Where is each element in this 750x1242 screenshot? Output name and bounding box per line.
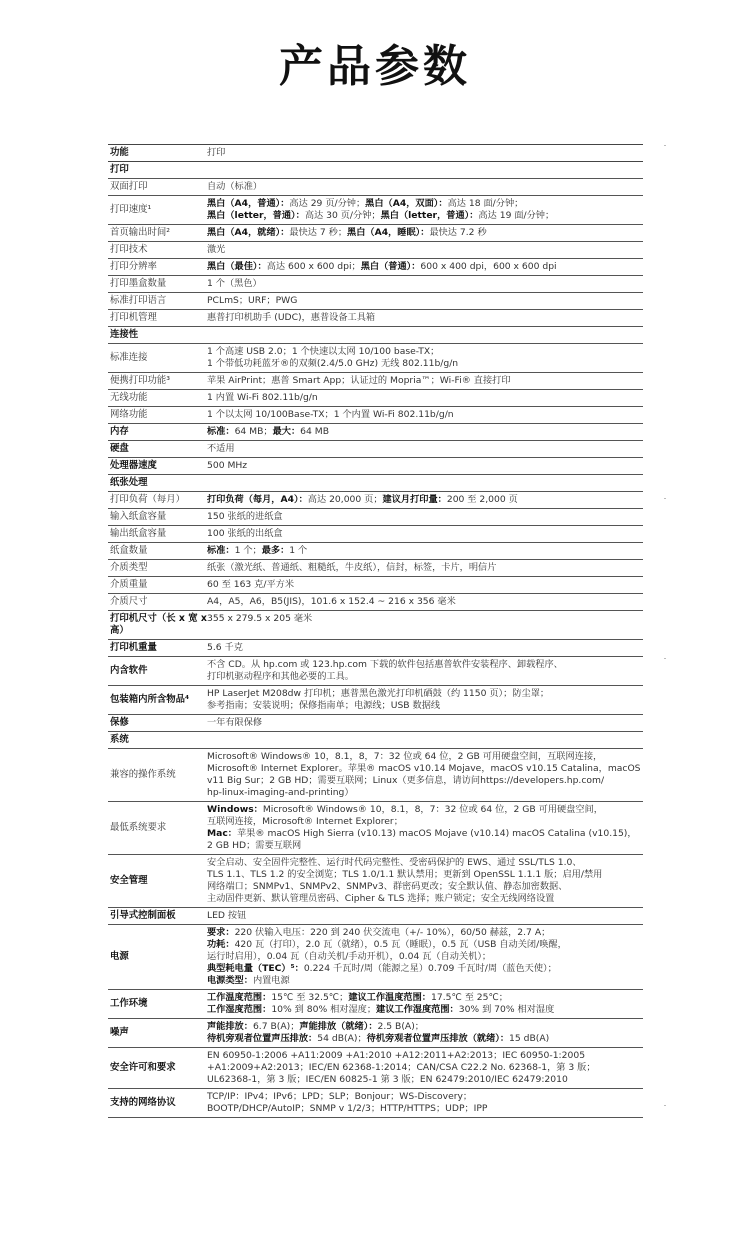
spec-value-line (207, 477, 643, 489)
spec-value-key: 声能排放： (207, 1021, 253, 1032)
spec-value-line (207, 840, 643, 852)
spec-value (207, 441, 643, 457)
spec-value-text: HP LaserJet M208dw 打印机；惠普黑色激光打印机硒鼓（约 1150 页）；防尘罩； (207, 688, 550, 699)
spec-value-text: 苹果 AirPrint；惠普 Smart App；认证过的 Mopria™；Wi-Fi® 直接打印 (207, 375, 511, 386)
spec-value-line (207, 511, 643, 523)
spec-value (207, 162, 643, 178)
spec-value-key: 黑白（letter，普通）： (207, 210, 305, 221)
spec-label: 电源 (110, 951, 129, 962)
spec-value-text: 150 张纸的进纸盒 (207, 511, 283, 522)
spec-value-text: LED 按钮 (207, 910, 247, 921)
spec-value-key: 黑白（A4，就绪）： (207, 227, 290, 238)
spec-value-text: UL62368-1，第 3 版；IEC/EN 60825-1 第 3 版；EN 62479:2010/IEC 62479:2010 (207, 1074, 568, 1085)
spec-value-line (207, 734, 643, 746)
spec-value (207, 990, 643, 1018)
spec-value-text: 2 GB HD；需要互联网 (207, 840, 302, 851)
spec-value-line (207, 951, 643, 963)
spec-value-text: 惠普打印机助手 (UDC)，惠普设备工具箱 (207, 312, 376, 323)
edge-mark (664, 658, 666, 659)
spec-value-text: 5.6 千克 (207, 642, 243, 653)
spec-value-text: 1 个带低功耗蓝牙®的双频(2.4/5.0 GHz) 无线 802.11b/g/n (207, 358, 459, 369)
spec-label: 打印机重量 (110, 642, 157, 653)
spec-value-line (207, 528, 643, 540)
spec-value-line (207, 426, 643, 438)
spec-value (207, 196, 643, 224)
spec-value-text: 内置电源 (252, 975, 290, 986)
spec-value-text: 最快达 7 秒； (289, 227, 348, 238)
spec-row (108, 1048, 643, 1089)
spec-value-line (207, 1091, 643, 1103)
spec-value-line (207, 1062, 643, 1074)
spec-row (108, 1019, 643, 1048)
spec-row (108, 802, 643, 855)
spec-label: 保修 (110, 717, 129, 728)
spec-value (207, 802, 643, 854)
spec-value-line (207, 1033, 643, 1045)
spec-value-line (207, 816, 643, 828)
spec-value-line (207, 346, 643, 358)
spec-value-text: 6.7 B(A)； (252, 1021, 300, 1032)
spec-value-text: 2.5 B(A)； (377, 1021, 424, 1032)
spec-row (108, 344, 643, 373)
spec-label: 安全许可和要求 (110, 1062, 176, 1073)
edge-mark (664, 1105, 666, 1106)
spec-value (207, 925, 643, 989)
spec-value-text: 高达 29 页/分钟； (289, 198, 366, 209)
spec-row (108, 196, 643, 225)
spec-value (207, 390, 643, 406)
spec-value-key: Windows： (207, 804, 263, 815)
spec-row (108, 390, 643, 407)
spec-value-key: 工作温度范围： (207, 992, 272, 1003)
spec-value-key: 建议工作温度范围： (348, 992, 431, 1003)
spec-value-key: 黑白（最佳）： (207, 261, 267, 272)
spec-value-line (207, 579, 643, 591)
spec-value-line (207, 787, 643, 799)
spec-value-text: A4，A5，A6，B5(JIS)，101.6 x 152.4 ~ 216 x 356 毫米 (207, 596, 456, 607)
spec-value-text: 高达 19 面/分钟； (478, 210, 555, 221)
spec-value-line (207, 181, 643, 193)
spec-value-line (207, 443, 643, 455)
spec-value-text: 420 瓦（打印），2.0 瓦（就绪），0.5 瓦（睡眠），0.5 瓦（USB 自动关闭/唤醒， (234, 939, 567, 950)
spec-value (207, 373, 643, 389)
spec-value-text: 网络端口；SNMPv1、SNMPv2、SNMPv3、群密码更改；安全默认值、静态加密数据、 (207, 881, 568, 892)
spec-value-line (207, 244, 643, 256)
spec-label: 纸盒数量 (110, 545, 148, 556)
spec-row (108, 407, 643, 424)
spec-value-line (207, 1074, 643, 1086)
spec-value-line (207, 278, 643, 290)
spec-value-text: 200 至 2,000 页 (446, 494, 518, 505)
spec-label: 纸张处理 (110, 477, 148, 488)
spec-value-line (207, 857, 643, 869)
spec-label: 打印速度¹ (110, 204, 152, 215)
spec-value-text: 安全启动、安全固件完整性、运行时代码完整性、受密码保护的 EWS、通过 SSL/TLS 1.0、 (207, 857, 582, 868)
spec-value-text: 不含 CD。从 hp.com 或 123.hp.com 下载的软件包括惠普软件安装程序、卸载程序、 (207, 659, 563, 670)
spec-label: 输入纸盒容量 (110, 511, 167, 522)
spec-value-key: 典型耗电量（TEC）⁵： (207, 963, 304, 974)
spec-value-line (207, 613, 643, 625)
spec-value-line (207, 375, 643, 387)
spec-value (207, 492, 643, 508)
spec-value-line (207, 893, 643, 905)
spec-value-text: Microsoft® Windows® 10，8.1，8，7：32 位或 64 位，2 GB 可用硬盘空间，互联网连接， (207, 751, 603, 762)
spec-value-line (207, 1103, 643, 1115)
page-title: 产品参数 (279, 41, 471, 92)
spec-value (207, 509, 643, 525)
spec-value-line (207, 261, 643, 273)
spec-value (207, 855, 643, 907)
spec-value-text: 600 x 400 dpi，600 x 600 dpi (420, 261, 557, 272)
spec-value-line (207, 295, 643, 307)
spec-label: 打印分辨率 (110, 261, 157, 272)
spec-value (207, 179, 643, 195)
spec-value-line (207, 198, 643, 210)
spec-value-text: 15 dB(A) (509, 1033, 550, 1044)
spec-value-line (207, 881, 643, 893)
spec-row (108, 310, 643, 327)
spec-value-key: 打印负荷（每月，A4）： (207, 494, 308, 505)
spec-value-line (207, 828, 643, 840)
spec-label: 网络功能 (110, 409, 148, 420)
spec-value-key: 建议月打印量： (382, 494, 447, 505)
spec-value-text: EN 60950-1:2006 +A11:2009 +A1:2010 +A12:2011+A2:2013；IEC 60950-1:2005 (207, 1050, 586, 1061)
spec-value-line (207, 751, 643, 763)
spec-label: 兼容的操作系统 (110, 769, 176, 780)
spec-value-text: 1 个（黑色） (207, 278, 262, 289)
spec-value-line (207, 992, 643, 1004)
spec-value (207, 640, 643, 656)
spec-label: 内存 (110, 426, 129, 437)
spec-value-line (207, 545, 643, 557)
spec-value (207, 1089, 643, 1117)
spec-label: 打印机管理 (110, 312, 157, 323)
spec-label: 介质尺寸 (110, 596, 148, 607)
spec-value-key: 黑白（A4，双面）： (365, 198, 448, 209)
spec-label: 标准连接 (110, 352, 148, 363)
spec-label: 连接性 (110, 329, 139, 340)
spec-value (207, 686, 643, 714)
spec-value-key: 待机旁观者位置声压排放（就绪）： (366, 1033, 510, 1044)
spec-value-text: TCP/IP：IPv4；IPv6；LPD；SLP；Bonjour；WS-Discovery； (207, 1091, 473, 1102)
spec-value-text: 苹果® macOS High Sierra (v10.13) macOS Mojave (v10.14) macOS Catalina (v10.15)， (236, 828, 637, 839)
spec-value-line (207, 1050, 643, 1062)
spec-value-line (207, 717, 643, 729)
spec-value-text: 60 至 163 克/平方米 (207, 579, 295, 590)
spec-value-line (207, 358, 643, 370)
spec-value-text: +A1:2009+A2:2013；IEC/EN 62368-1:2014；CAN/CSA C22.2 No. 62368-1，第 3 版； (207, 1062, 596, 1073)
spec-value-key: 黑白（A4，睡眠）： (347, 227, 430, 238)
spec-value (207, 424, 643, 440)
spec-value-text: 500 MHz (207, 460, 248, 471)
spec-value (207, 560, 643, 576)
spec-value-text: hp-linux-imaging-and-printing） (207, 787, 354, 798)
spec-value-key: 待机旁观者位置声压排放： (207, 1033, 318, 1044)
spec-value (207, 293, 643, 309)
spec-row (108, 492, 643, 509)
spec-value-text: 高达 600 x 600 dpi； (266, 261, 361, 272)
spec-value-key: 黑白（A4，普通）： (207, 198, 290, 209)
spec-value-key: 黑白（普通）： (360, 261, 421, 272)
edge-mark (664, 498, 666, 499)
spec-value-text: 355 x 279.5 x 205 毫米 (207, 613, 313, 624)
spec-value-text: 10% 到 80% 相对湿度； (271, 1004, 377, 1015)
spec-value (207, 259, 643, 275)
spec-value-text: 高达 18 面/分钟； (447, 198, 524, 209)
spec-value-key: 声能排放（就绪）： (299, 1021, 378, 1032)
spec-value (207, 715, 643, 731)
spec-value-line (207, 869, 643, 881)
spec-value-line (207, 700, 643, 712)
spec-value-line (207, 562, 643, 574)
spec-row (108, 242, 643, 259)
spec-row (108, 749, 643, 802)
spec-value (207, 577, 643, 593)
spec-label: 输出纸盒容量 (110, 528, 167, 539)
spec-value-text: 打印机驱动程序和其他必要的工具。 (207, 671, 354, 682)
spec-value (207, 657, 643, 685)
spec-row (108, 145, 643, 162)
spec-value (207, 526, 643, 542)
spec-value-line (207, 409, 643, 421)
spec-value-line (207, 329, 643, 341)
spec-label: 打印墨盒数量 (110, 278, 167, 289)
spec-value-text: 1 个 (289, 545, 308, 556)
spec-value-key: 标准： (207, 545, 235, 556)
spec-row (108, 475, 643, 492)
spec-value (207, 749, 643, 801)
spec-value-key: 功耗： (207, 939, 235, 950)
spec-value-line (207, 963, 643, 975)
spec-label: 硬盘 (110, 443, 129, 454)
spec-row (108, 327, 643, 344)
spec-value (207, 475, 643, 491)
spec-value-key: 标准： (207, 426, 235, 437)
spec-label: 双面打印 (110, 181, 148, 192)
spec-value-text: 自动（标准） (207, 181, 263, 192)
spec-row (108, 225, 643, 242)
spec-value-line (207, 1021, 643, 1033)
spec-label: 处理器速度 (110, 460, 157, 471)
spec-value-text: 互联网连接，Microsoft® Internet Explorer； (207, 816, 403, 827)
spec-value (207, 611, 643, 639)
spec-value-text: Microsoft® Internet Explorer。苹果® macOS v10.14 Mojave，macOS v10.15 Catalina，macOS (207, 763, 641, 774)
spec-label: 噪声 (110, 1027, 129, 1038)
spec-label: 打印机尺寸（长 x 宽 x 高） (110, 613, 207, 636)
spec-label: 安全管理 (110, 875, 148, 886)
spec-value-line (207, 227, 643, 239)
spec-value-line (207, 775, 643, 787)
spec-value-text: 15℃ 至 32.5℃； (271, 992, 349, 1003)
spec-row (108, 732, 643, 749)
spec-label: 最低系统要求 (110, 822, 167, 833)
spec-label: 系统 (110, 734, 129, 745)
spec-row (108, 1089, 643, 1118)
spec-value-text: 不适用 (207, 443, 235, 454)
spec-value-line (207, 659, 643, 671)
spec-value (207, 242, 643, 258)
spec-row (108, 715, 643, 732)
spec-row (108, 179, 643, 196)
spec-label: 打印负荷（每月） (110, 494, 186, 505)
spec-value-text: 主动固件更新、默认管理员密码、Cipher & TLS 选择；账户锁定；安全无线网络设置 (207, 893, 555, 904)
spec-row (108, 458, 643, 475)
spec-row (108, 990, 643, 1019)
spec-value (207, 594, 643, 610)
spec-value-key: 黑白（letter，普通）： (380, 210, 479, 221)
spec-value-key: 要求： (207, 927, 235, 938)
spec-value-text: 220 伏输入电压：220 到 240 伏交流电（+/- 10%），60/50 赫兹，2.7 A； (234, 927, 551, 938)
spec-value-line (207, 596, 643, 608)
spec-value-line (207, 804, 643, 816)
spec-label: 无线功能 (110, 392, 148, 403)
spec-value-text: 高达 30 页/分钟； (304, 210, 381, 221)
spec-value-text: 64 MB (300, 426, 329, 437)
spec-value-line (207, 494, 643, 506)
spec-row (108, 594, 643, 611)
spec-row (108, 577, 643, 594)
spec-row (108, 509, 643, 526)
spec-value-line (207, 460, 643, 472)
spec-value-text: 参考指南；安装说明；保修指南单；电源线；USB 数据线 (207, 700, 441, 711)
spec-value (207, 732, 643, 748)
spec-value-text: 纸张（激光纸、普通纸、粗糙纸，牛皮纸），信封，标签，卡片，明信片 (207, 562, 497, 573)
spec-value-line (207, 164, 643, 176)
spec-label: 打印技术 (110, 244, 148, 255)
edge-mark (664, 145, 666, 146)
spec-row (108, 925, 643, 990)
spec-value-line (207, 671, 643, 683)
spec-value-text: 打印 (207, 147, 226, 158)
spec-label: 工作环境 (110, 998, 148, 1009)
spec-row (108, 373, 643, 390)
spec-row (108, 686, 643, 715)
spec-value-text: 激光 (207, 244, 226, 255)
spec-value (207, 407, 643, 423)
spec-label: 介质类型 (110, 562, 148, 573)
spec-value-line (207, 1004, 643, 1016)
spec-value-line (207, 927, 643, 939)
spec-value-key: 最多： (261, 545, 290, 556)
spec-value-key: 建议工作湿度范围： (376, 1004, 459, 1015)
spec-value (207, 543, 643, 559)
spec-value (207, 1048, 643, 1088)
spec-value-text: 运行时启用），0.04 瓦（自动关机/手动开机），0.04 瓦（自动关机）； (207, 951, 492, 962)
spec-value-text: TLS 1.1、TLS 1.2 的安全浏览；TLS 1.0/1.1 默认禁用；更新到 OpenSSL 1.1.1 版；启用/禁用 (207, 869, 603, 880)
spec-label: 引导式控制面板 (110, 910, 176, 921)
spec-label: 打印 (110, 164, 129, 175)
spec-row (108, 424, 643, 441)
spec-value-text: 64 MB； (234, 426, 273, 437)
spec-value-text: 1 个以太网 10/100Base-TX；1 个内置 Wi-Fi 802.11b/g/n (207, 409, 454, 420)
spec-value-line (207, 939, 643, 951)
spec-table (108, 144, 643, 1118)
spec-label: 标准打印语言 (110, 295, 167, 306)
spec-label: 介质重量 (110, 579, 148, 590)
spec-value-key: Mac： (207, 828, 237, 839)
spec-value-text: 1 个； (234, 545, 262, 556)
spec-row (108, 526, 643, 543)
spec-row (108, 560, 643, 577)
spec-value-text: 一年有限保修 (207, 717, 263, 728)
spec-value-text: 1 内置 Wi-Fi 802.11b/g/n (207, 392, 318, 403)
spec-value-text: Microsoft® Windows® 10，8.1，8，7：32 位或 64 位，2 GB 可用硬盘空间， (262, 804, 603, 815)
spec-value-line (207, 642, 643, 654)
spec-value-line (207, 147, 643, 159)
spec-row (108, 657, 643, 686)
spec-value-text: 54 dB(A)； (317, 1033, 367, 1044)
spec-label: 支持的网络协议 (110, 1097, 176, 1108)
spec-value-line (207, 763, 643, 775)
spec-value-text: PCLmS；URF；PWG (207, 295, 298, 306)
spec-row (108, 293, 643, 310)
spec-row (108, 276, 643, 293)
spec-row (108, 441, 643, 458)
spec-label: 便携打印功能³ (110, 375, 171, 386)
spec-value (207, 908, 643, 924)
spec-value-text: 30% 到 70% 相对湿度 (458, 1004, 555, 1015)
spec-value-text: 最快达 7.2 秒 (429, 227, 487, 238)
spec-value-key: 电源类型： (207, 975, 253, 986)
spec-value-text: v11 Big Sur；2 GB HD；需要互联网；Linux（更多信息，请访问https://developers.hp.com/ (207, 775, 605, 786)
spec-value-line (207, 392, 643, 404)
spec-row (108, 543, 643, 560)
spec-label: 功能 (110, 147, 129, 158)
spec-label: 首页输出时间² (110, 227, 171, 238)
spec-row (108, 908, 643, 925)
spec-value-line (207, 910, 643, 922)
spec-value (207, 145, 643, 161)
spec-value-line (207, 210, 643, 222)
spec-value-key: 最大： (272, 426, 301, 437)
spec-row (108, 640, 643, 657)
spec-value (207, 225, 643, 241)
spec-value (207, 344, 643, 372)
spec-row (108, 259, 643, 276)
spec-value-line (207, 688, 643, 700)
spec-value-text: 0.224 千瓦时/周（能源之星）0.709 千瓦时/周（蓝色天使）； (303, 963, 557, 974)
spec-value (207, 310, 643, 326)
spec-value-line (207, 312, 643, 324)
spec-value-text: 高达 20,000 页； (307, 494, 383, 505)
spec-row (108, 855, 643, 908)
spec-value (207, 327, 643, 343)
spec-value-line (207, 975, 643, 987)
spec-label: 内含软件 (110, 665, 148, 676)
spec-label: 包装箱内所含物品⁴ (110, 694, 190, 705)
spec-value (207, 276, 643, 292)
spec-value-text: BOOTP/DHCP/AutoIP；SNMP v 1/2/3；HTTP/HTTPS；UDP；IPP (207, 1103, 488, 1114)
spec-row (108, 611, 643, 640)
spec-row (108, 162, 643, 179)
spec-value-text: 17.5℃ 至 25℃； (431, 992, 508, 1003)
spec-value-text: 1 个高速 USB 2.0；1 个快速以太网 10/100 base-TX； (207, 346, 440, 357)
spec-value (207, 1019, 643, 1047)
spec-value-key: 工作湿度范围： (207, 1004, 272, 1015)
spec-value-text: 100 张纸的出纸盒 (207, 528, 283, 539)
spec-value (207, 458, 643, 474)
